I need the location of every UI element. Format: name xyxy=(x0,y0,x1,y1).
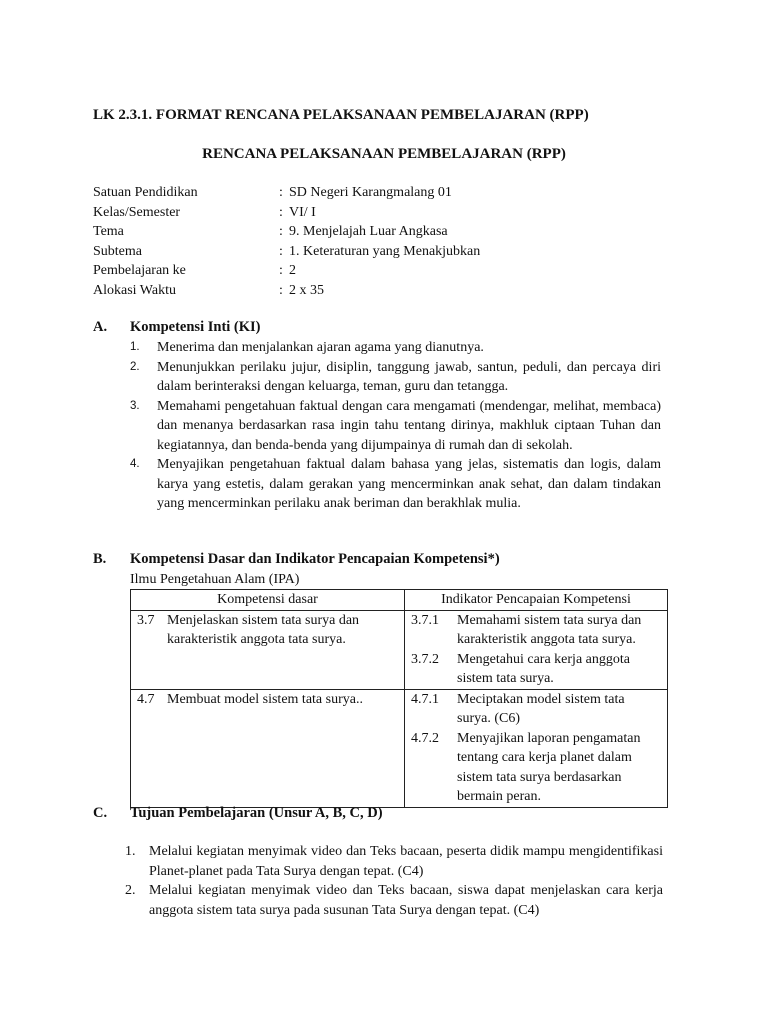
kd-text: Membuat model sistem tata surya.. xyxy=(167,691,363,707)
subject-label: Ilmu Pengetahuan Alam (IPA) xyxy=(130,572,300,587)
table-row xyxy=(131,689,668,807)
list-item xyxy=(130,358,661,397)
list-number: 2. xyxy=(125,883,136,898)
core-competence-list xyxy=(130,338,661,514)
info-colon: : xyxy=(279,204,283,220)
indicator-entry xyxy=(405,611,667,650)
info-value: 2 xyxy=(289,263,296,278)
info-key: Satuan Pendidikan xyxy=(93,185,198,200)
list-number: 3. xyxy=(130,399,140,412)
info-colon: : xyxy=(279,185,283,200)
section-title: Kompetensi Dasar dan Indikator Pencapaian Kompetensi*) xyxy=(130,551,500,567)
indicator-text: Meciptakan model sistem tata surya. (C6) xyxy=(457,691,625,726)
info-key: Tema xyxy=(93,224,124,239)
table-row xyxy=(131,610,668,689)
indicator-text: Mengetahui cara kerja anggota sistem tata surya. xyxy=(457,651,630,686)
kd-entry xyxy=(131,690,404,710)
info-colon: : xyxy=(279,243,283,259)
info-value: VI/ I xyxy=(289,204,316,220)
indicator-entry xyxy=(405,729,667,807)
info-colon: : xyxy=(279,263,283,278)
indicator-text: Menyajikan laporan pengamatan tentang cara kerja planet dalam sistem tata surya berdasarkan bermain peran. xyxy=(457,730,641,804)
list-text: Menunjukkan perilaku jujur, disiplin, tanggung jawab, santun, peduli, dan percaya diri dalam berinteraksi dengan keluarga, teman, guru dan tetangga. xyxy=(157,359,661,394)
list-text: Memahami pengetahuan faktual dengan cara mengamati (mendengar, melihat, membaca) dan menanya berdasarkan rasa ingin tahu tentang dirinya, makhluk ciptaan Tuhan dan kegiatannya, dan benda-benda yang dijumpainya di rumah dan di sekolah. xyxy=(157,398,661,453)
list-item xyxy=(130,338,661,358)
table-cell xyxy=(131,610,405,689)
info-key: Alokasi Waktu xyxy=(93,282,176,298)
section-letter: C. xyxy=(93,805,108,821)
info-value: 2 x 35 xyxy=(289,282,324,298)
learning-objectives-list xyxy=(125,842,663,920)
list-item xyxy=(125,881,663,920)
list-item xyxy=(130,455,661,514)
indicator-code: 4.7.2 xyxy=(411,730,439,746)
competence-table xyxy=(130,589,668,808)
list-text: Melalui kegiatan menyimak video dan Teks bacaan, siswa dapat menjelaskan cara kerja anggota sistem tata surya pada susunan Tata Surya dengan tepat. (C4) xyxy=(149,883,663,918)
table-cell xyxy=(405,610,668,689)
table-header: Indikator Pencapaian Kompetensi xyxy=(405,590,668,611)
table-cell xyxy=(131,689,405,807)
section-letter: A. xyxy=(93,319,108,335)
table-header: Kompetensi dasar xyxy=(131,590,405,611)
info-key: Subtema xyxy=(93,243,142,259)
table-header-row xyxy=(131,590,668,611)
list-number: 1. xyxy=(125,844,136,859)
section-title: Kompetensi Inti (KI) xyxy=(130,319,261,335)
indicator-entry xyxy=(405,650,667,689)
section-letter: B. xyxy=(93,551,107,567)
kd-text: Menjelaskan sistem tata surya dan karakteristik anggota tata surya. xyxy=(167,612,360,647)
info-value: 1. Keteraturan yang Menakjubkan xyxy=(289,243,481,259)
info-colon: : xyxy=(279,282,283,298)
list-number: 1. xyxy=(130,341,140,353)
doc-heading: LK 2.3.1. FORMAT RENCANA PELAKSANAAN PEMBELAJARAN (RPP) xyxy=(93,107,589,123)
list-item xyxy=(125,842,663,881)
indicator-code: 3.7.2 xyxy=(411,651,439,667)
list-number: 4. xyxy=(130,458,140,470)
info-colon: : xyxy=(279,224,283,239)
indicator-text: Memahami sistem tata surya dan karakteristik anggota tata surya. xyxy=(457,612,642,647)
list-text: Melalui kegiatan menyimak video dan Teks bacaan, peserta didik mampu mengidentifikasi Planet-planet pada Tata Surya dengan tepat. (C4) xyxy=(149,844,663,879)
kd-entry xyxy=(131,611,404,650)
info-key: Pembelajaran ke xyxy=(93,263,186,278)
list-number: 2. xyxy=(130,360,140,373)
section-title: Tujuan Pembelajaran (Unsur A, B, C, D) xyxy=(130,805,383,821)
kd-code: 4.7 xyxy=(137,691,155,707)
info-value: 9. Menjelajah Luar Angkasa xyxy=(289,224,448,239)
table-cell xyxy=(405,689,668,807)
list-text: Menyajikan pengetahuan faktual dalam bahasa yang jelas, sistematis dan logis, dalam karya yang estetis, dalam gerakan yang mencerminkan anak sehat, dan dalam tindakan yang mencerminkan perilaku anak beriman dan berakhlak mulia. xyxy=(157,457,661,511)
info-value: SD Negeri Karangmalang 01 xyxy=(289,185,452,200)
indicator-code: 3.7.1 xyxy=(411,612,439,628)
indicator-code: 4.7.1 xyxy=(411,691,439,707)
info-key: Kelas/Semester xyxy=(93,204,181,220)
doc-title: RENCANA PELAKSANAAN PEMBELAJARAN (RPP) xyxy=(202,146,566,162)
list-item xyxy=(130,397,661,456)
list-text: Menerima dan menjalankan ajaran agama yang dianutnya. xyxy=(157,340,484,355)
indicator-entry xyxy=(405,690,667,729)
kd-code: 3.7 xyxy=(137,612,155,628)
